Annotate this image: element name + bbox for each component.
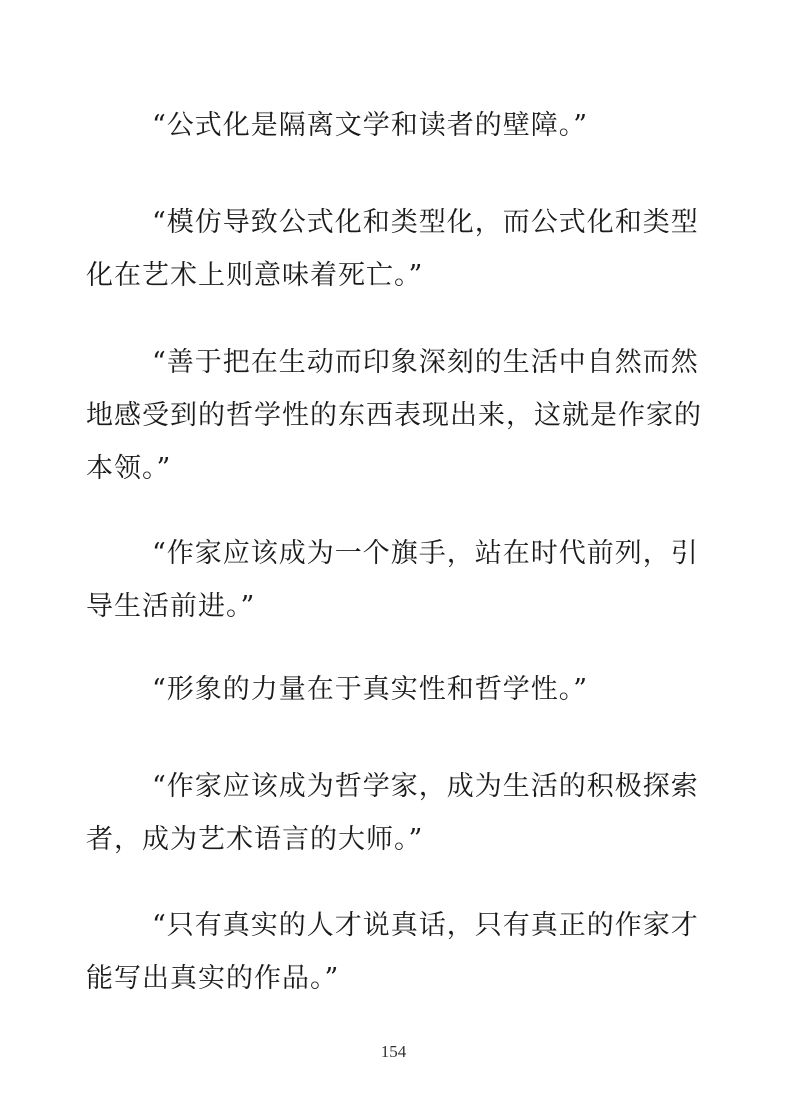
quote-paragraph-7: “只有真实的人才说真话，只有真正的作家才能写出真实的作品。” bbox=[86, 910, 699, 994]
quote-paragraph-4: “作家应该成为一个旗手，站在时代前列，引导生活前进。” bbox=[86, 538, 699, 622]
quote-paragraph-5: “形象的力量在于真实性和哲学性。” bbox=[152, 674, 589, 705]
page-number: 154 bbox=[380, 1042, 407, 1061]
quote-paragraph-2: “模仿导致公式化和类型化，而公式化和类型化在艺术上则意味着死亡。” bbox=[86, 207, 699, 291]
quote-paragraph-1: “公式化是隔离文学和读者的壁障。” bbox=[152, 110, 589, 141]
quote-paragraph-3: “善于把在生动而印象深刻的生活中自然而然地感受到的哲学性的东西表现出来，这就是作家的本领。” bbox=[86, 347, 702, 484]
quote-paragraph-6: “作家应该成为哲学家，成为生活的积极探索者，成为艺术语言的大师。” bbox=[86, 771, 699, 855]
